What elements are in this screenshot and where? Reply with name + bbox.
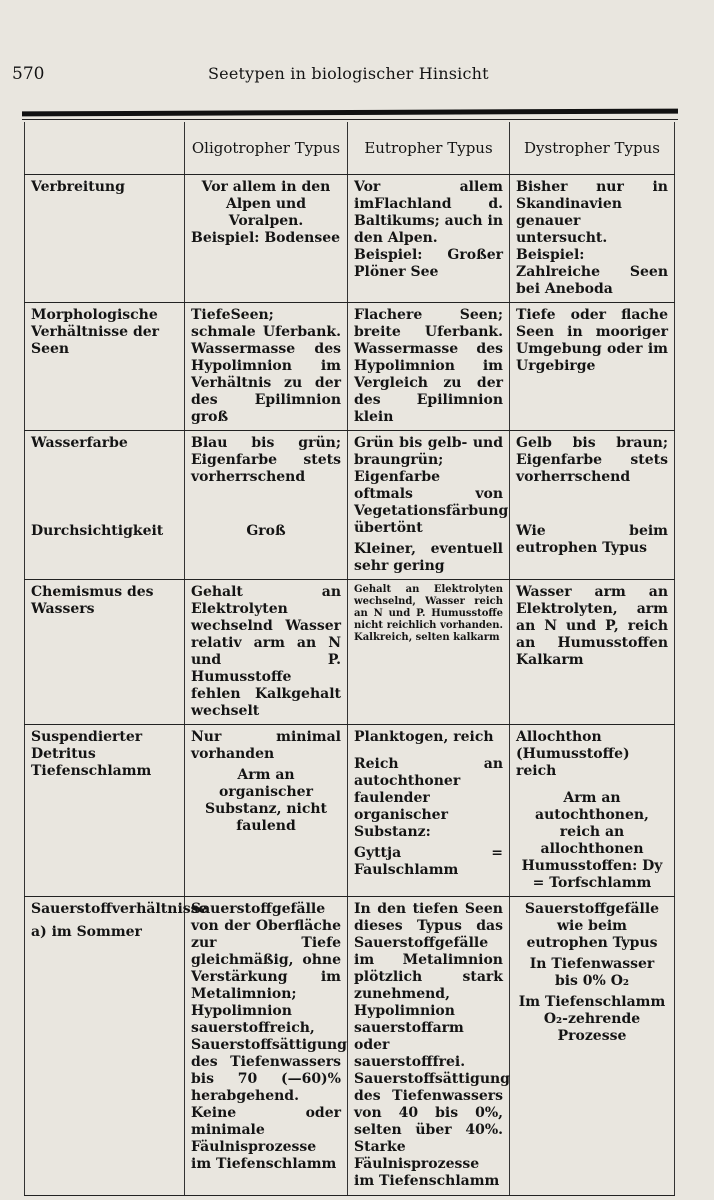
column-header-dystroph: Dystropher Typus	[510, 122, 675, 175]
row-label: Verbreitung	[25, 175, 185, 303]
row-label	[25, 431, 185, 580]
cell-text: Allochthon (Humusstoffe) reich	[516, 729, 630, 779]
cell-text: Gyttja = Faulschlamm	[354, 845, 503, 878]
cell-oligotroph	[185, 431, 348, 580]
cell-eutroph: Flachere Seen; breite Uferbank. Wassermasse des Hypolimnion im Vergleich zu der des Epilimnion klein	[348, 303, 510, 431]
cell-text: Im Tiefenschlamm O₂-zehrende Prozesse	[518, 994, 666, 1044]
cell-eutroph: Gehalt an Elektrolyten wechselnd, Wasser reich an N und P. Humusstoffe nicht reichlich vorhanden. Kalkreich, selten kalkarm	[348, 580, 510, 725]
row-label-text: Wasserfarbe	[31, 435, 128, 451]
cell-text: Blau bis grün; Eigenfarbe stets vorherrschend	[191, 435, 341, 485]
column-header-oligotroph: Oligotropher Typus	[185, 122, 348, 175]
row-label-text: Tiefenschlamm	[31, 763, 152, 779]
cell-text: Arm an organischer Substanz, nicht faulend	[204, 767, 328, 834]
row-label: Chemismus des Wassers	[25, 580, 185, 725]
row-label-text: a) im Sommer	[31, 924, 142, 940]
cell-eutroph	[348, 431, 510, 580]
page-number: 570	[12, 64, 45, 84]
header-rule-thick	[22, 109, 678, 117]
row-label-text: Suspendierter Detritus	[31, 729, 143, 762]
cell-text: Kleiner, eventuell sehr gering	[354, 541, 503, 574]
table-row-verbreitung	[25, 175, 675, 303]
cell-dystroph	[510, 431, 675, 580]
table-header-row	[25, 122, 675, 175]
cell-dystroph	[510, 725, 675, 897]
row-label-text: Sauerstoffverhältnisse	[31, 901, 208, 917]
cell-text: Sauerstoffgefälle wie beim eutrophen Typus	[524, 901, 660, 951]
cell-text: Arm an autochthonen, reich an allochthonen Humusstoffen: Dy = Torfschlamm	[521, 790, 663, 891]
cell-eutroph: In den tiefen Seen dieses Typus das Sauerstoffgefälle im Metalimnion plötzlich stark zunehmend, Hypolimnion sauerstoffarm oder sauerstofffrei. Sauerstoffsättigung des Tiefenwassers von 40 bis 0%, selten über 40%. Starke Fäulnisprozesse im Tiefenschlamm	[348, 897, 510, 1196]
lake-types-table	[24, 122, 675, 1196]
cell-text: Grün bis gelb- und braungrün; Eigenfarbe oftmals von Vegetationsfärbung übertönt	[354, 435, 509, 536]
cell-text: Beispiel: Bodensee	[191, 230, 341, 246]
cell-text: Beispiel: Großer Plöner See	[354, 247, 503, 280]
cell-text: Planktogen, reich	[354, 729, 494, 745]
cell-eutroph	[348, 175, 510, 303]
cell-dystroph: Bisher nur in Skandinavien genauer untersucht. Beispiel: Zahlreiche Seen bei Aneboda	[510, 175, 675, 303]
row-label	[25, 897, 208, 1196]
column-header-empty	[25, 122, 185, 175]
row-label: Morphologische Verhältnisse der Seen	[25, 303, 185, 431]
cell-text: Reich an autochthoner faulender organischer Substanz:	[354, 756, 503, 840]
cell-text: Nur minimal vorhanden	[191, 729, 341, 762]
cell-dystroph: Wasser arm an Elektrolyten, arm an N und P, reich an Humusstoffen Kalkarm	[510, 580, 675, 725]
cell-oligotroph: Gehalt an Elektrolyten wechselnd Wasser relativ arm an N und P. Humusstoffe fehlen Kalkgehalt wechselt	[185, 580, 348, 725]
cell-oligotroph: Sauerstoffgefälle von der Oberfläche zur Tiefe gleichmäßig, ohne Verstärkung im Metalimnion; Hypolimnion sauerstoffreich, Sauerstoffsättigung des Tiefenwassers bis 70 (—60)% herabgehend. Keine oder minimale Fäulnisprozesse im Tiefenschlamm	[185, 897, 348, 1196]
cell-eutroph	[348, 725, 510, 897]
cell-text: In Tiefenwasser bis 0% O₂	[529, 956, 655, 989]
table-row-chemismus	[25, 580, 675, 725]
table-row-sauerstoff	[25, 897, 675, 1196]
cell-text: Groß	[246, 523, 286, 539]
cell-text: Vor allem in den Alpen und Voralpen.	[201, 179, 331, 229]
cell-oligotroph: TiefeSeen; schmale Uferbank. Wassermasse des Hypolimnion im Verhältnis zu der des Epilimnion groß	[185, 303, 348, 431]
cell-text: Gelb bis braun; Eigenfarbe stets vorherrschend	[516, 435, 668, 485]
cell-oligotroph	[185, 725, 348, 897]
row-label	[25, 725, 185, 897]
cell-dystroph: Tiefe oder flache Seen in mooriger Umgebung oder im Urgebirge	[510, 303, 675, 431]
column-header-eutroph: Eutropher Typus	[348, 122, 510, 175]
cell-dystroph	[510, 897, 675, 1196]
table-row-morphologie	[25, 303, 675, 431]
header-rule-thin	[22, 119, 678, 120]
row-label-text: Durchsichtigkeit	[31, 523, 164, 539]
running-title: Seetypen in biologischer Hinsicht	[208, 64, 489, 83]
cell-text: Wie beim eutrophen Typus	[516, 523, 668, 556]
table-row-wasserfarbe	[25, 431, 675, 580]
cell-oligotroph	[185, 175, 348, 303]
table-row-detritus	[25, 725, 675, 897]
cell-text: Vor allem imFlachland d. Baltikums; auch in den Alpen.	[354, 179, 503, 246]
